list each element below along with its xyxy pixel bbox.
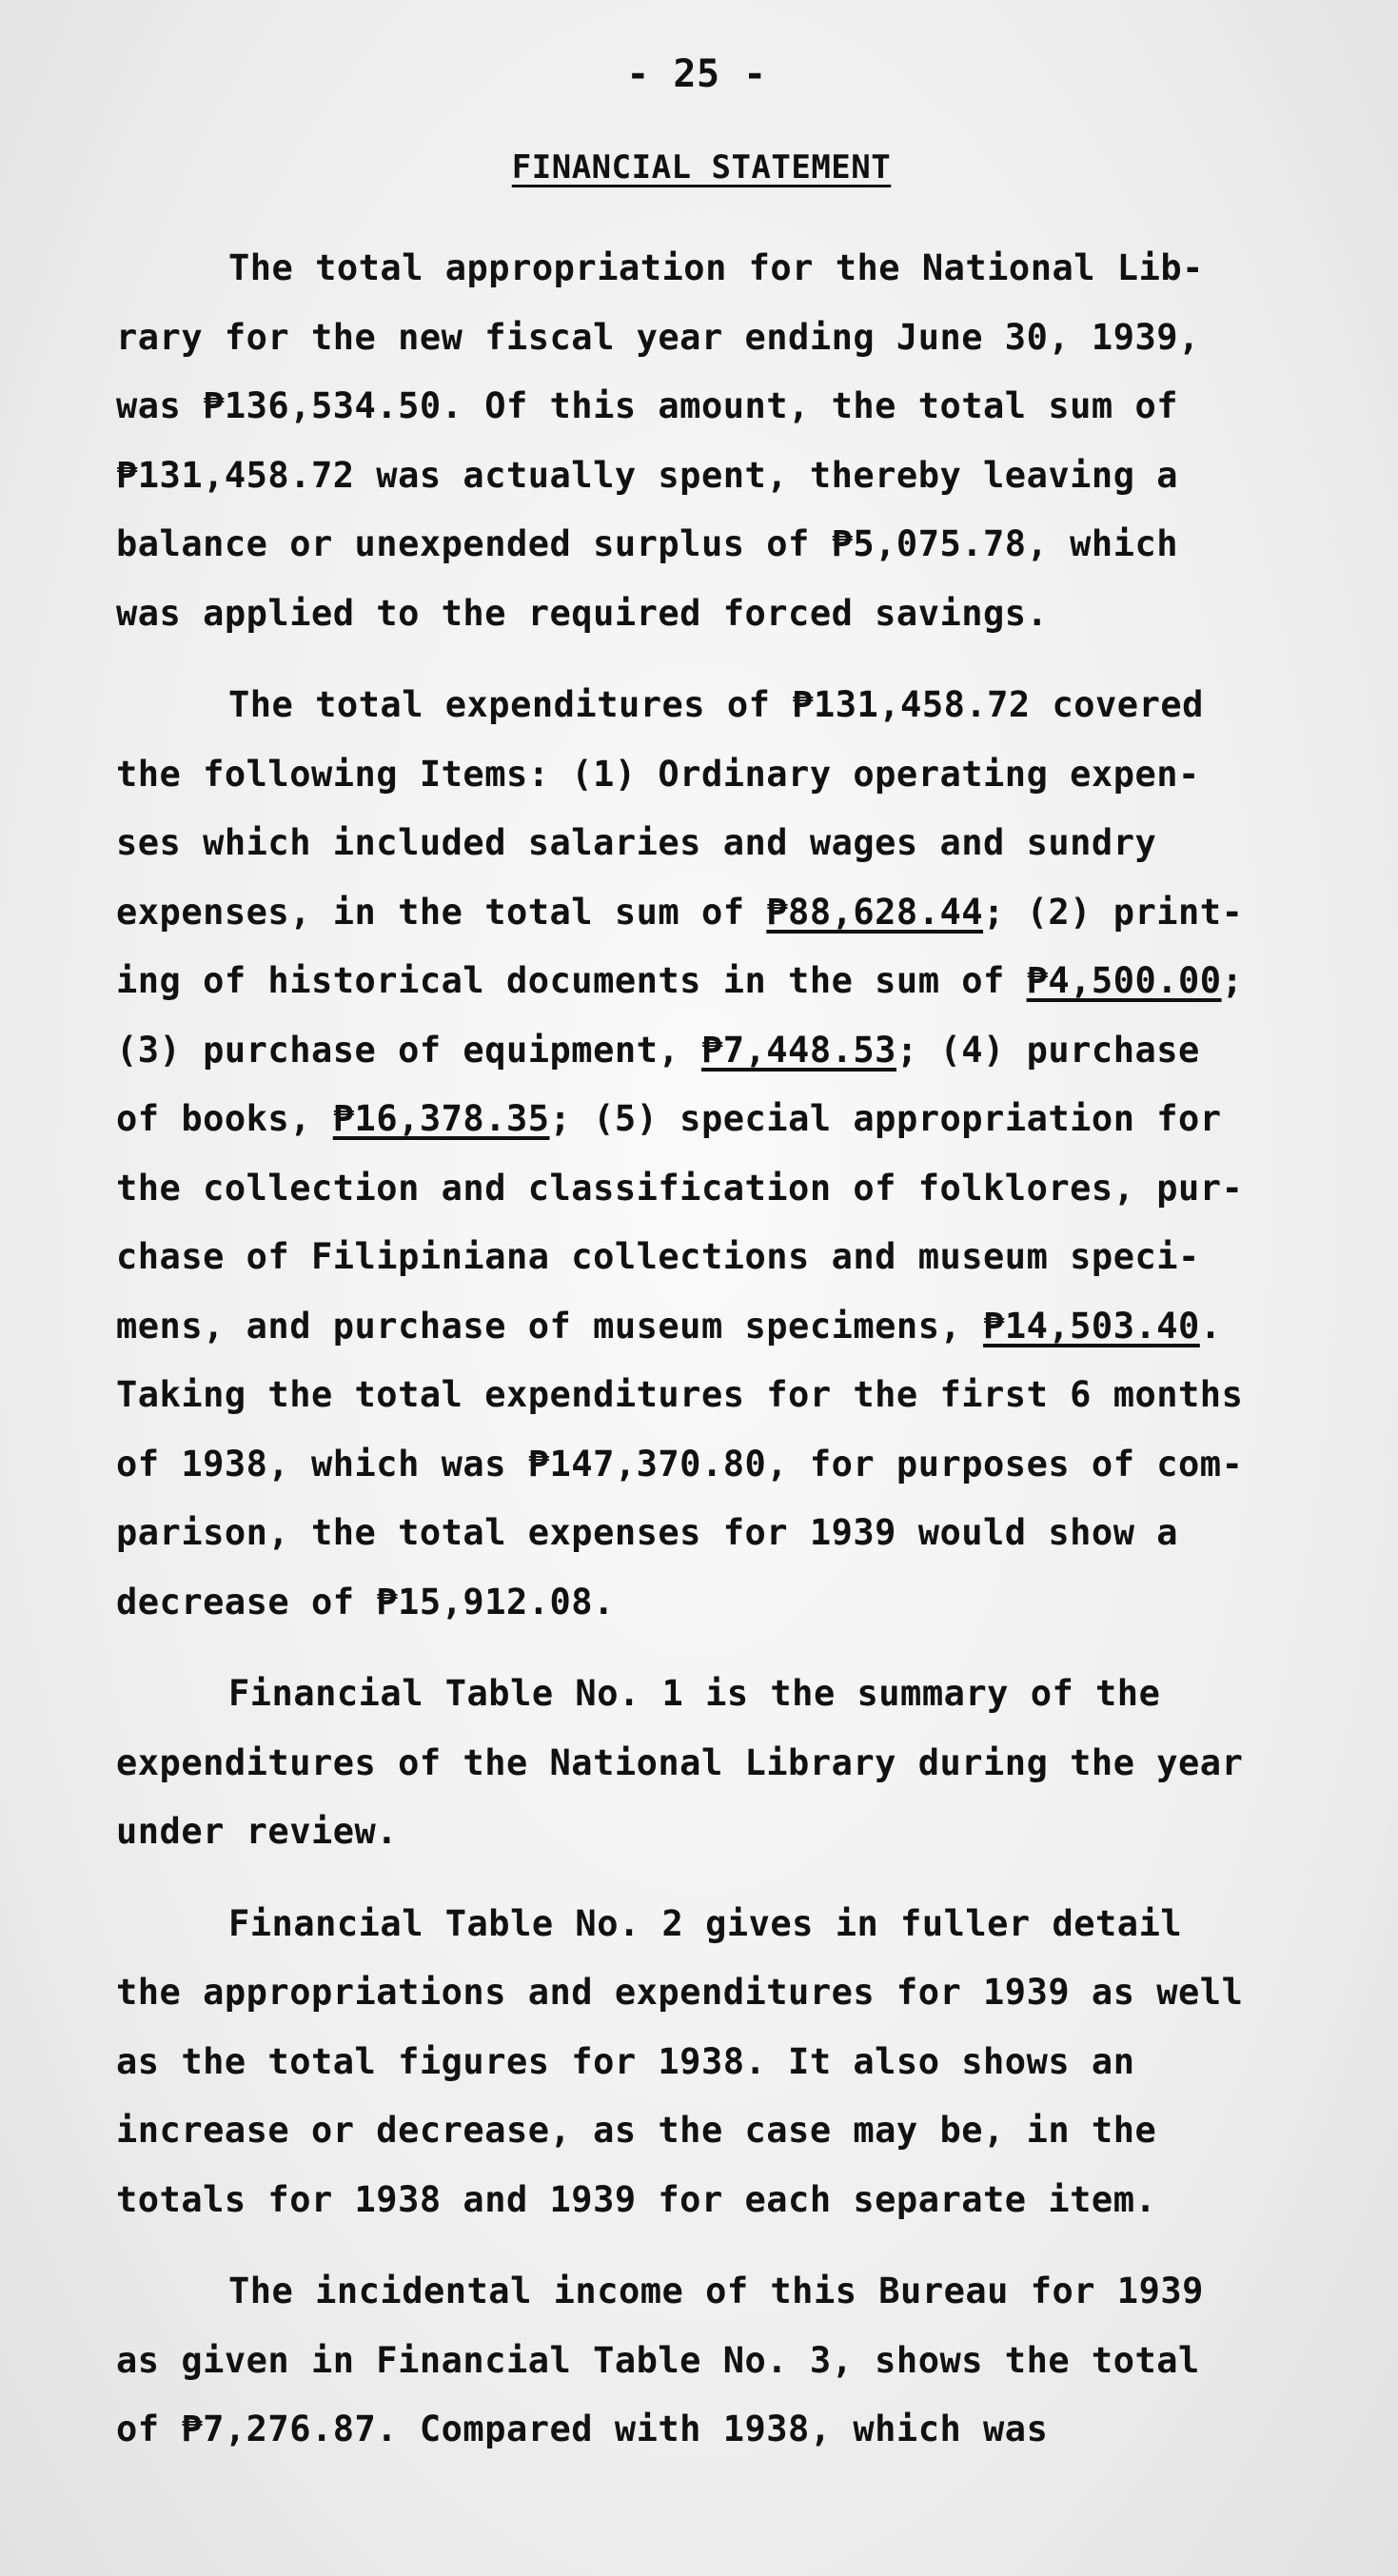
text-line: of ₱7,276.87. Compared with 1938, which was bbox=[116, 2409, 1049, 2449]
text-fragment: . bbox=[1199, 1305, 1222, 1347]
text-line: decrease of ₱15,912.08. bbox=[116, 1581, 615, 1622]
text-line: The total expenditures of ₱131,458.72 covered bbox=[228, 684, 1204, 725]
text-line: as the total figures for 1938. It also shows an bbox=[116, 2040, 1135, 2082]
text-line bbox=[116, 947, 1249, 1016]
page-title: FINANCIAL STATEMENT bbox=[511, 148, 892, 187]
paragraph-table-2 bbox=[116, 1890, 1249, 2235]
text-line: The incidental income of this Bureau for 1939 bbox=[228, 2271, 1204, 2311]
text-line: as given in Financial Table No. 3, shows the total bbox=[116, 2339, 1200, 2381]
underlined-amount: ₱14,503.40 bbox=[983, 1305, 1200, 1347]
text-line: balance or unexpended surplus of ₱5,075.78, which bbox=[116, 523, 1179, 564]
underlined-amount: ₱88,628.44 bbox=[766, 891, 984, 933]
text-fragment: ing of historical documents in the sum of bbox=[116, 960, 1027, 1001]
text-line: under review. bbox=[116, 1811, 399, 1852]
paragraph-table-1 bbox=[116, 1660, 1249, 1867]
text-line: totals for 1938 and 1939 for each separate item. bbox=[116, 2178, 1157, 2220]
text-line: was applied to the required forced savings. bbox=[116, 592, 1049, 634]
text-line: parison, the total expenses for 1939 would show a bbox=[116, 1512, 1179, 1553]
text-line: chase of Filipiniana collections and museum speci- bbox=[116, 1236, 1200, 1277]
text-fragment: ; (4) purchase bbox=[896, 1029, 1200, 1071]
text-line: the collection and classification of folklores, pur- bbox=[116, 1167, 1244, 1209]
text-line bbox=[116, 1292, 1249, 1362]
text-line: ₱131,458.72 was actually spent, thereby leaving a bbox=[116, 454, 1179, 496]
underlined-amount: ₱16,378.35 bbox=[332, 1098, 550, 1139]
paragraph-expenditures bbox=[116, 671, 1249, 1637]
text-line: The total appropriation for the National Lib- bbox=[228, 247, 1204, 288]
underlined-amount: ₱4,500.00 bbox=[1026, 960, 1222, 1001]
text-fragment: (3) purchase of equipment, bbox=[116, 1029, 701, 1071]
text-fragment: ; (5) special appropriation for bbox=[549, 1098, 1222, 1139]
text-fragment: ; bbox=[1221, 960, 1244, 1001]
text-line: Financial Table No. 1 is the summary of the bbox=[228, 1673, 1161, 1714]
underlined-amount: ₱7,448.53 bbox=[700, 1029, 896, 1071]
document-body bbox=[116, 52, 1249, 2488]
page-number: - 25 - bbox=[626, 52, 767, 96]
text-fragment: ; (2) print- bbox=[983, 891, 1244, 933]
text-line: Financial Table No. 2 gives in fuller detail bbox=[228, 1902, 1183, 1944]
text-fragment: expenses, in the total sum of bbox=[116, 891, 767, 933]
text-line: rary for the new fiscal year ending June 30, 1939, bbox=[116, 316, 1200, 358]
text-fragment: mens, and purchase of museum specimens, bbox=[116, 1305, 984, 1347]
text-fragment: of books, bbox=[116, 1098, 333, 1139]
text-line: Taking the total expenditures for the first 6 months bbox=[116, 1374, 1244, 1415]
text-line: of 1938, which was ₱147,370.80, for purposes of com- bbox=[116, 1443, 1244, 1485]
text-line bbox=[116, 1016, 1249, 1086]
text-line: the appropriations and expenditures for 1939 as well bbox=[116, 1972, 1244, 2013]
text-line: was ₱136,534.50. Of this amount, the total sum of bbox=[116, 385, 1179, 426]
text-line: increase or decrease, as the case may be, in the bbox=[116, 2110, 1157, 2151]
text-line: the following Items: (1) Ordinary operating expen- bbox=[116, 753, 1200, 795]
paragraph-incidental-income bbox=[116, 2257, 1249, 2465]
text-line bbox=[116, 878, 1249, 948]
text-line: expenditures of the National Library during the year bbox=[116, 1741, 1244, 1783]
text-line bbox=[116, 1085, 1249, 1154]
text-line: ses which included salaries and wages and sundry bbox=[116, 822, 1157, 863]
paragraph-appropriation bbox=[116, 234, 1249, 648]
